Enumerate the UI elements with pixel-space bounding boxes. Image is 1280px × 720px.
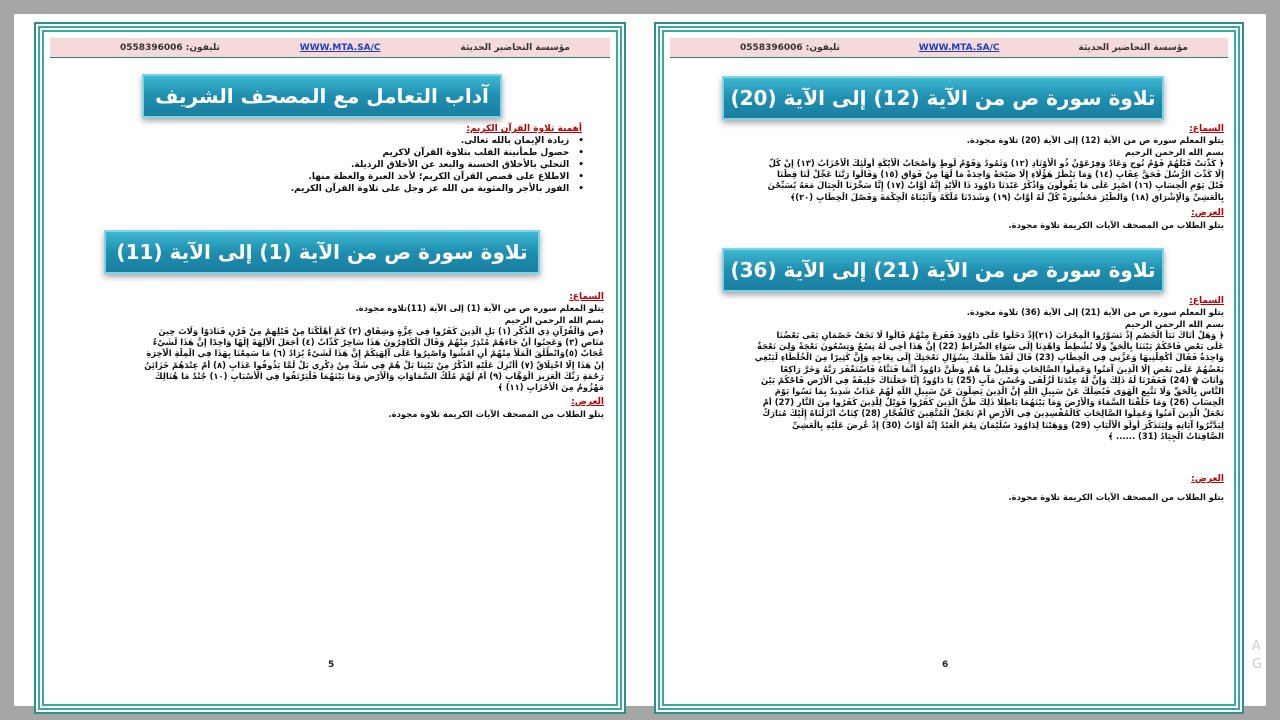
section-title: تلاوة سورة ص من الآية (1) إلى الآية (11) [116,240,528,264]
listening-heading: السماع: [1189,296,1224,306]
listening-text: يتلو المعلم سورة ص من الآية (1) إلى الآية (11)تلاوة مجودة. [355,303,604,313]
list-item: • الفوز بالأجر والمثوبة من الله عز وجل على تلاوة القرآن الكريم. [104,183,584,195]
document-sheet [14,14,1266,706]
verse-line: مَنَاصٍ (٣) وَعَجِبُوا أَنْ جَاءَهُمْ مُنْذِرٌ مِنْهُمْ وَقَالَ الْكَافِرُونَ هَذَا سَاحِرٌ كَذَّابٌ (٤) أَجَعَلَ الْآلِهَةَ إِلَهًا وَاحِدًا إِنَّ هَذَا لَشَيْءٌ [152,337,604,348]
importance-heading: أهمية تلاوة القرآن الكريم: [466,124,582,134]
lesson-title: آداب التعامل مع المصحف الشريف [155,84,489,108]
verse-line: النَّاسِ بِالْحَقِّ وَلَا تَتَّبِعِ الْهَوَى فَيُضِلَّكَ عَنْ سَبِيلِ اللَّهِ إِنَّ الَّذِينَ يَضِلُّونَ عَنْ سَبِيلِ اللَّهِ لَهُمْ عَذَابٌ شَدِيدٌ بِمَا نَسُوا يَوْمَ [774,386,1224,397]
header-url-link[interactable]: WWW.MTA.SA/C [299,42,381,53]
verse-line: بِالْعَشِيِّ وَالْإِشْرَاقِ (١٨) وَالطَّيْرَ مَحْشُورَةً كُلٌّ لَهُ أَوَّابٌ (١٩) وَشَدَدْنَا مُلْكَهُ وَآتَيْنَاهُ الْحِكْمَةَ وَفَصْلَ الْخِطَابِ (٢٠)﴾ [790,191,1224,202]
verse-line: الْحِسَابِ (26) وَمَا خَلَقْنَا السَّمَاءَ وَالْأَرْضَ وَمَا بَيْنَهُمَا بَاطِلًا ذَلِكَ ظَنُّ الَّذِينَ كَفَرُوا فَوَيْلٌ لِلَّذِينَ كَفَرُوا مِنَ النَّارِ (27) أَمْ [762,397,1224,408]
display-text: يتلو الطلاب من المصحف الآيات الكريمة تلاوة مجودة. [1008,220,1224,230]
header-phone [740,43,840,53]
header-url-link[interactable]: WWW.MTA.SA/C [918,42,1000,53]
verse-line: ﴿ وَهَلْ أَتَاكَ نَبَأُ الْخَصْمِ إِذْ تَسَوَّرُوا الْمِحْرَابَ (٢١)إِذْ دَخَلُوا عَلَى دَاوُودَ فَفَزِعَ مِنْهُمْ قَالُوا لَا تَخَفْ خَصْمَانِ بَغَى بَعْضُنَا [776,330,1224,340]
page-left [42,30,618,706]
verse-line: وَاحِدَةٌ فَقَالَ أَكْفِلْنِيهَا وَعَزَّنِي فِي الْخِطَابِ (23) قَالَ لَقَدْ ظَلَمَكَ بِسُؤَالِ نَعْجَتِكَ إِلَى نِعَاجِهِ وَإِنَّ كَثِيرًا مِنَ الْخُلَطَاءِ لَيَبْغِي [754,352,1224,363]
display-heading: العرض: [1191,474,1224,484]
verse-line: مَهْزُومٌ مِنَ الْأَحْزَابِ (١١) ﴾ [497,382,604,393]
verse-line: ﴿ص وَالْقُرْآنِ ذِي الذِّكْرِ (١) بَلِ الَّذِينَ كَفَرُوا فِي عِزَّةٍ وَشِقَاقٍ (٢) كَمْ أَهْلَكْنَا مِنْ قَبْلِهِمْ مِنْ قَرْنٍ فَنَادَوْا وَلَاتَ حِينَ [158,326,604,336]
page-right [662,30,1236,706]
display-text: يتلو الطلاب من المصحف الآيات الكريمة تلاوة مجودة. [388,409,604,419]
verse-line: إِلَّا كَذَّبَ الرُّسُلَ فَحَقَّ عِقَابِ (١٤) وَمَا يَنْظُرُ هَؤُلَاءِ إِلَّا صَيْحَةً وَاحِدَةً مَا لَهَا مِنْ فَوَاقٍ (١٥) وَقَالُوا رَبَّنَا عَجِّلْ لَنَا قِطَّنَا [777,169,1224,180]
header-phone [120,43,220,53]
basmala: بسم الله الرحمن الرحيم [1124,147,1224,157]
verse-line: بَعْضُهُمْ عَلَى بَعْضٍ إِلَّا الَّذِينَ آمَنُوا وَعَمِلُوا الصَّالِحَاتِ وَقَلِيلٌ مَا هُمْ وَظَنَّ دَاوُودُ أَنَّمَا فَتَنَّاهُ فَاسْتَغْفَرَ رَبَّهُ وَخَرَّ رَاكِعًا [780,363,1224,374]
page-header [50,38,610,58]
page-number: 6 [942,660,949,670]
importance-list [104,135,584,195]
verse-line: عَلَى بَعْضٍ فَاحْكُمْ بَيْنَنَا بِالْحَقِّ وَلَا تُشْطِطْ وَاهْدِنَا إِلَى سَوَاءِ الصِّرَاطِ (22) إِنَّ هَذَا أَخِي لَهُ تِسْعٌ وَتِسْعُونَ نَعْجَةً وَلِيَ نَعْجَةٌ [757,341,1224,352]
verse-line: ﴿ كَذَّبَتْ قَبْلَهُمْ قَوْمُ نُوحٍ وَعَادٌ وَفِرْعَوْنُ ذُو الْأَوْتَادِ (١٢) وَثَمُودُ وَقَوْمُ لُوطٍ وَأَصْحَابُ الْأَيْكَةِ أُولَئِكَ الْأَحْزَابُ (١٣) إِنْ كُلٌّ [768,158,1224,168]
section-title: تلاوة سورة ص من الآية (12) إلى الآية (20) [730,86,1156,110]
header-phone-number: 0558396006 [120,42,183,53]
list-item: • حصول طمأنينة القلب بتلاوة القرآن لاكريم [104,147,584,159]
page-number: 5 [328,660,335,670]
display-heading: العرض: [571,397,604,407]
listening-heading: السماع: [569,292,604,302]
watermark-letter: G [1251,657,1262,672]
listening-text: يتلو المعلم سورة ص من الآية (12) إلى الآية (20) تلاوة مجودة. [966,135,1224,145]
lesson-title-banner [142,74,502,118]
verse-line: عُجَابٌ (٥)وَانْطَلَقَ الْمَلَأُ مِنْهُمْ أَنِ امْشُوا وَاصْبِرُوا عَلَى آلِهَتِكُمْ إِنَّ هَذَا لَشَيْءٌ يُرَادُ (٦) مَا سَمِعْنَا بِهَذَا فِي الْمِلَّةِ الْآخِرَةِ [146,348,604,359]
list-item: • زيادة الإيمان بالله تعالى. [104,135,584,147]
verses-block [676,330,1224,442]
verses-block [676,158,1224,203]
list-item: • التحلي بالأخلاق الحسنة والبعد عن الأخلاق الرذيلة. [104,159,584,171]
watermark-letter: A [1251,639,1261,654]
verses-block [56,326,604,393]
section-title: تلاوة سورة ص من الآية (21) إلى الآية (36) [730,258,1156,282]
header-org: مؤسسة التحاضير الحديثة [1078,42,1188,53]
verse-line: رَحْمَةِ رَبِّكَ الْعَزِيزِ الْوَهَّابِ (٩) أَمْ لَهُمْ مُلْكُ السَّمَاوَاتِ وَالْأَرْضِ وَمَا بَيْنَهُمَا فَلْيَرْتَقُوا فِي الْأَسْبَابِ (١٠) جُنْدٌ مَا هُنَالِكَ [154,370,604,381]
section-title-banner [104,230,540,274]
section-title-banner [722,76,1164,120]
display-text: يتلو الطلاب من المصحف الآيات الكريمة تلاوة مجودة. [1008,492,1224,502]
header-phone-number: 0558396006 [740,42,803,53]
basmala: بسم الله الرحمن الرحيم [1124,319,1224,329]
verse-line: لِيَدَّبَّرُوا آيَاتِهِ وَلِيَتَذَكَّرَ أُولُو الْأَلْبَابِ (29) وَوَهَبْنَا لِدَاوُودَ سُلَيْمَانَ نِعْمَ الْعَبْدُ إِنَّهُ أَوَّابٌ (30) إِذْ عُرِضَ عَلَيْهِ بِالْعَشِيِّ [791,419,1224,430]
basmala: بسم الله الرحمن الرحيم [504,315,604,325]
list-item: • الاطلاع على قصص القرآن الكريم؛ لأخذ العبرة والعظة منها. [104,171,584,183]
verse-line: وَأَنَابَ ۩ (24) فَغَفَرْنَا لَهُ ذَلِكَ وَإِنَّ لَهُ عِنْدَنَا لَزُلْفَى وَحُسْنَ مَآبٍ (25) يَا دَاوُودُ إِنَّا جَعَلْنَاكَ خَلِيفَةً فِي الْأَرْضِ فَاحْكُمْ بَيْنَ [760,374,1224,385]
verse-line: قَبْلَ يَوْمِ الْحِسَابِ (١٦) اصْبِرْ عَلَى مَا يَقُولُونَ وَاذْكُرْ عَبْدَنَا دَاوُودَ ذَا الْأَيْدِ إِنَّهُ أَوَّابٌ (١٧) إِنَّا سَخَّرْنَا الْجِبَالَ مَعَهُ يُسَبِّحْنَ [767,180,1224,191]
watermark [1252,638,1262,674]
listening-heading: السماع: [1189,124,1224,134]
header-phone-label: تليفون: [185,42,220,53]
listening-text: يتلو المعلم سورة ص من الآية (21) إلى الآية (36) تلاوة مجودة. [966,307,1224,317]
verse-line: نَجْعَلُ الَّذِينَ آمَنُوا وَعَمِلُوا الصَّالِحَاتِ كَالْمُفْسِدِينَ فِي الْأَرْضِ أَمْ نَجْعَلُ الْمُتَّقِينَ كَالْفُجَّارِ (28) كِتَابٌ أَنْزَلْنَاهُ إِلَيْكَ مُبَارَكٌ [762,408,1224,419]
header-org: مؤسسة التحاضير الحديثة [460,42,570,53]
page-header [670,38,1228,58]
verse-line: الصَّافِنَاتُ الْجِيَادُ (31) ...... ﴾ [1108,430,1224,441]
header-phone-label: تليفون: [805,42,840,53]
section-title-banner [722,248,1164,292]
display-heading: العرض: [1191,208,1224,218]
verse-line: إِنْ هَذَا إِلَّا اخْتِلَاقٌ (٧) أَأُنْزِلَ عَلَيْهِ الذِّكْرُ مِنْ بَيْنِنَا بَلْ هُمْ فِي شَكٍّ مِنْ ذِكْرِي بَلْ لَمَّا يَذُوقُوا عَذَابِ (٨) أَمْ عِنْدَهُمْ خَزَائِنُ [144,359,604,370]
